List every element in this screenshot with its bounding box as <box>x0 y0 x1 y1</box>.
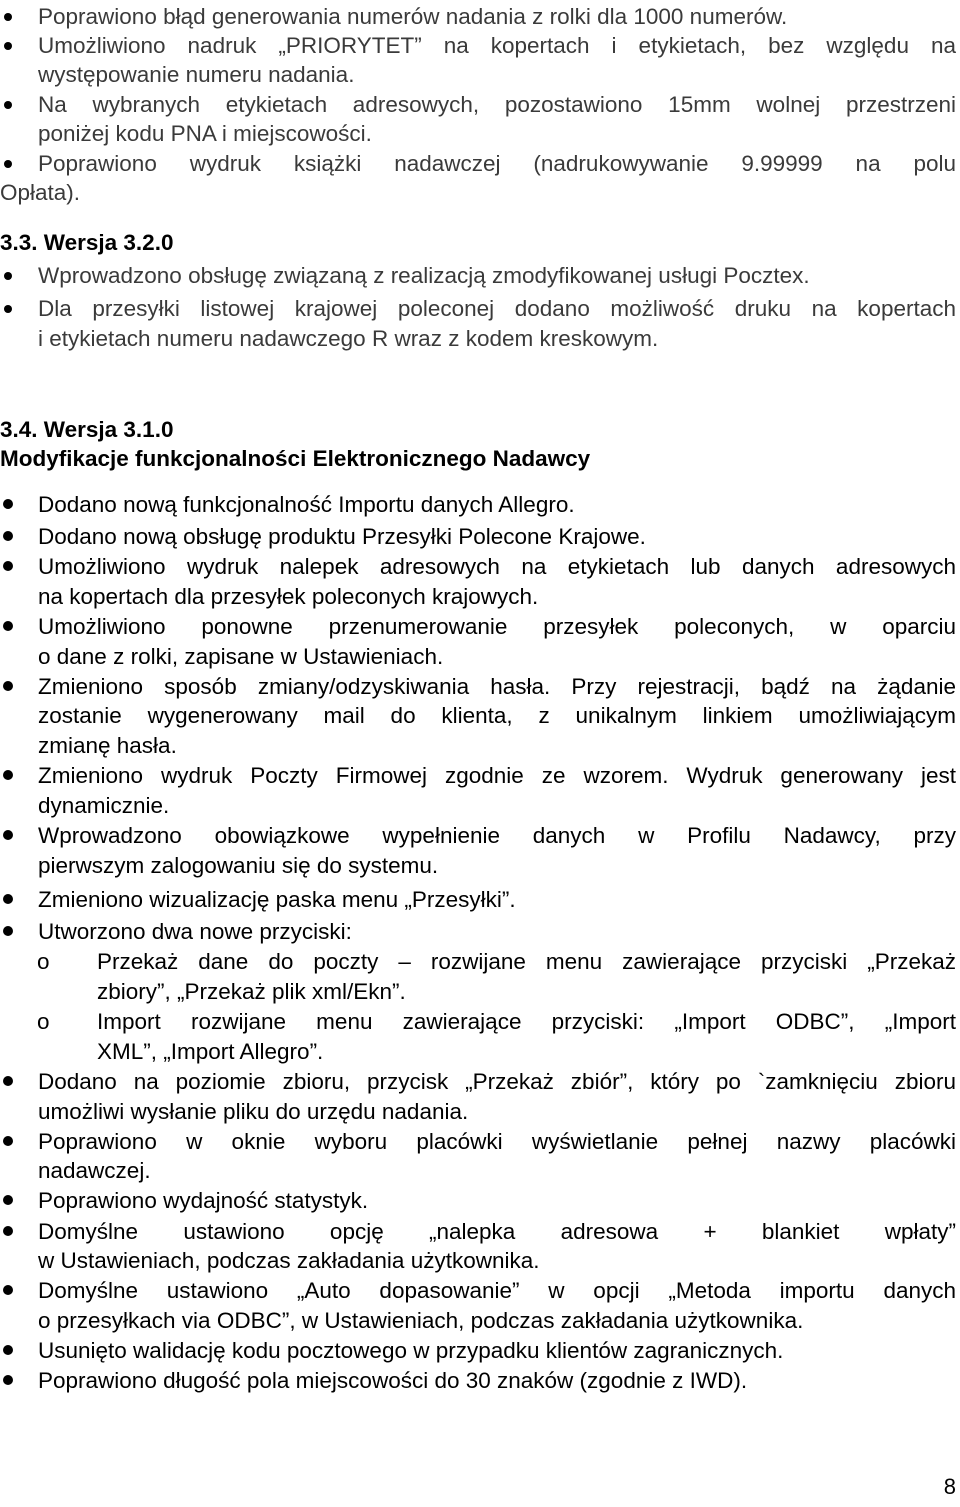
section-heading: 3.4. Wersja 3.1.0 <box>0 417 174 442</box>
bullet-icon <box>3 681 13 691</box>
section-subheading: Modyfikacje funkcjonalności Elektronicznego Nadawcy <box>0 446 591 471</box>
document-page: Poprawiono błąd generowania numerów nadania z rolki dla 1000 numerów. Umożliwiono nadruk „PRIORYTET” na kopertach i etykietach, bez względu na występowanie numeru nadania. Na wybranych etykietach adresowych, pozostawiono 15mm wolnej przestrzeni poniżej kodu PNA i miejscowości. Poprawiono wydruk książki nadawczej (nadrukowywanie 9.99999 na polu Opłata). 3.3. Wersja 3.2.0 Wprowadzono obsługę związaną z realizacją zmodyfikowanej usługi Pocztex. Dla przesyłki listowej krajowej poleconej dodano możliwość druku na kopertach i etykietach numeru nadawczego R wraz z kodem kreskowym. 3.4. Wersja 3.1.0 Modyfikacje funkcjonalności Elektronicznego Nadawcy Dodano nową funkcjonalność Importu danych Allegro. Dodano nową obsługę produktu Przesyłki Polecone Krajowe. Umożliwiono wydruk nalepek adresowych na etykietach lub danych adresowych na kopertach dla przesyłek poleconych krajowych. Umożliwiono ponowne przenumerowanie przesyłek poleconych, w oparciu o dane z rolki, zapisane w Ustawieniach. Zmieniono sposób zmiany/odzyskiwania hasła. Przy rejestracji, bądź na żądanie zostanie wygenerowany mail do klienta, z unikalnym linkiem umożliwiającym zmianę hasła. Zmieniono wydruk Poczty Firmowej zgodnie ze wzorem. Wydruk generowany jest dynamicznie. Wprowadzono obowiązkowe wypełnienie danych w Profilu Nadawcy, przy pierwszym zalogowaniu się do systemu. Zmieniono wizualizację paska menu „Przesyłki”. Utworzono dwa nowe przyciski: o Przekaż dane do poczty – rozwijane menu zawierające przyciski „Przekaż zbiory”, „Przekaż plik xml/Ekn”. o Import rozwijane menu zawierające przyciski: „Import ODBC”, „Import XML”, „Import Allegro”. Dodano na poziomie zbioru, przycisk „Przekaż zbiór”, który po `zamknięciu zbioru umożliwi wysłanie pliku do urzędu nadania. Poprawiono w oknie wyboru placówki wyświetlanie pełnej nazwy placówki nadawczej. Poprawiono wydajność statystyk. Domyślne ustawiono opcję „nalepka adresowa + blankiet wpłaty” w Ustawieniach, podczas zakładania użytkownika. Domyślne ustawiono „Auto dopasowanie” w opcji „Metoda importu danych o przesyłkach via ODBC”, w Ustawieniach, podczas zakładania użytkownika. Usunięto walidację kodu pocztowego w przypadku klientów zagranicznych. Poprawiono długość pola miejscowości do 30 znaków (zgodnie z IWD). 8 <box>0 4 956 1499</box>
bullet-icon <box>3 621 13 631</box>
bullet-icon <box>4 42 12 50</box>
circle-bullet-icon: o <box>37 1009 50 1034</box>
bullet-icon <box>3 561 13 571</box>
bullet-icon <box>3 926 13 936</box>
bullet-icon <box>3 770 13 780</box>
bullet-icon <box>3 1285 13 1295</box>
bullet-icon <box>4 272 12 280</box>
bullet-icon <box>3 830 13 840</box>
bullet-icon <box>3 499 13 509</box>
bullet-icon <box>4 101 12 109</box>
bullet-icon <box>3 1195 13 1205</box>
bullet-icon <box>3 531 13 541</box>
bullet-icon <box>3 1136 13 1146</box>
bullet-icon <box>3 1375 13 1385</box>
bullet-icon <box>3 1226 13 1236</box>
bullet-icon <box>3 1076 13 1086</box>
circle-bullet-icon: o <box>37 949 50 974</box>
bullet-icon <box>4 160 12 168</box>
bullet-icon <box>3 1345 13 1355</box>
section-heading: 3.3. Wersja 3.2.0 <box>0 230 174 255</box>
page-number: 8 <box>943 1474 956 1499</box>
bullet-icon <box>4 13 12 21</box>
bullet-icon <box>4 305 12 313</box>
bullet-icon <box>3 894 13 904</box>
